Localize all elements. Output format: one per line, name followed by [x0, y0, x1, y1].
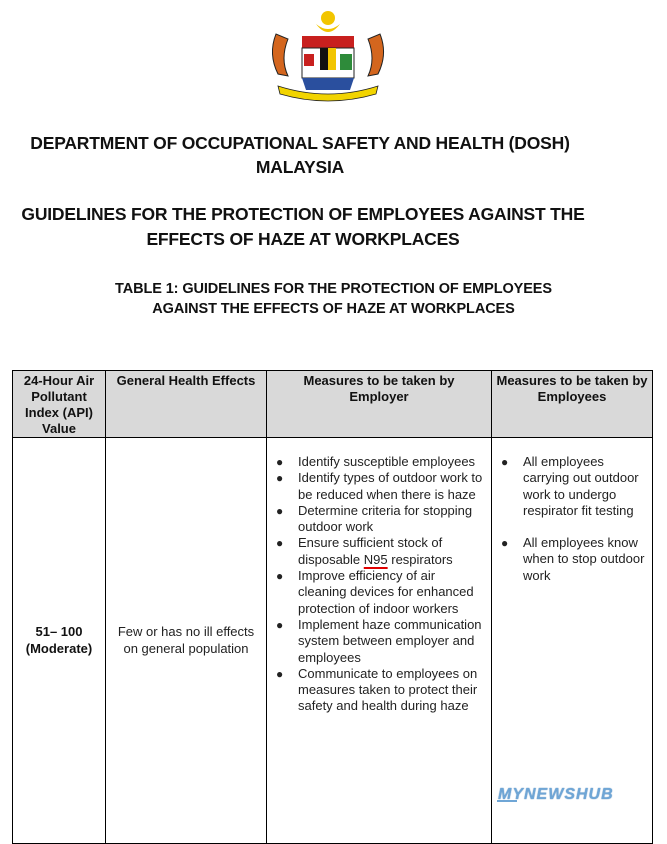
employer-measures-list: [273, 454, 487, 715]
bullet-icon: ●: [276, 569, 284, 584]
column-header-employee-measures: Measures to be taken by Employees: [492, 371, 653, 438]
bullet-icon: ●: [501, 536, 509, 551]
table-title-line-2: AGAINST THE EFFECTS OF HAZE AT WORKPLACES: [152, 301, 515, 317]
bullet-icon: ●: [276, 471, 284, 486]
bullet-icon: ●: [276, 666, 284, 681]
list-item: ● All employees know when to stop outdoor work: [501, 535, 645, 583]
table-title-line-1: TABLE 1: GUIDELINES FOR THE PROTECTION OF EMPLOYEES: [115, 281, 552, 297]
coat-of-arms-icon: [258, 4, 398, 104]
list-item: ● Identify types of outdoor work to be reduced when there is haze: [276, 470, 483, 502]
column-header-api: 24-Hour Air Pollutant Index (API) Value: [13, 371, 106, 438]
guidelines-table: [12, 370, 653, 844]
api-value-cell: [13, 438, 106, 844]
bullet-icon: ●: [276, 503, 284, 518]
api-level: (Moderate): [25, 640, 93, 656]
guidelines-line-1: GUIDELINES FOR THE PROTECTION OF EMPLOYEES AGAINST THE: [21, 204, 585, 224]
list-item: ● Communicate to employees on measures taken to protect their safety and health during haze: [276, 665, 478, 714]
watermark-logo: MYNEWSHUB: [498, 786, 614, 803]
department-heading: [0, 131, 600, 179]
list-item: ● All employees carrying out outdoor work to undergo respirator fit testing: [501, 454, 639, 518]
employee-measures-list: [498, 454, 648, 584]
table-row: [13, 438, 653, 844]
list-item: ● Ensure sufficient stock of disposable N95 respirators: [276, 535, 453, 567]
column-header-employer-measures: Measures to be taken by Employer: [267, 371, 492, 438]
bullet-icon: ●: [276, 455, 284, 469]
department-line-1: DEPARTMENT OF OCCUPATIONAL SAFETY AND HEALTH (DOSH): [30, 133, 570, 153]
column-header-health-effects: General Health Effects: [106, 371, 267, 438]
guidelines-line-2: EFFECTS OF HAZE AT WORKPLACES: [146, 229, 460, 249]
api-range: 51– 100: [35, 624, 83, 640]
list-item: ● Identify susceptible employees: [276, 454, 476, 469]
bullet-icon: ●: [276, 617, 284, 632]
list-item: ● Determine criteria for stopping outdoor work: [276, 502, 473, 535]
employer-measures-cell: [267, 438, 492, 844]
list-item: ● Improve efficiency of air cleaning devices for enhanced protection of indoor workers: [276, 568, 474, 616]
list-item: ● Implement haze communication system between employer and employees: [276, 616, 482, 665]
table-header-row: [13, 371, 653, 438]
spellcheck-flagged-word: N95: [363, 551, 388, 567]
guidelines-heading: [0, 202, 606, 252]
table-title: [0, 279, 667, 319]
bullet-icon: ●: [276, 536, 284, 551]
bullet-icon: ●: [501, 455, 509, 469]
health-effects-cell: Few or has no ill effects on general population: [106, 438, 267, 844]
employee-measures-cell: [492, 438, 653, 844]
department-line-2: MALAYSIA: [255, 157, 345, 177]
